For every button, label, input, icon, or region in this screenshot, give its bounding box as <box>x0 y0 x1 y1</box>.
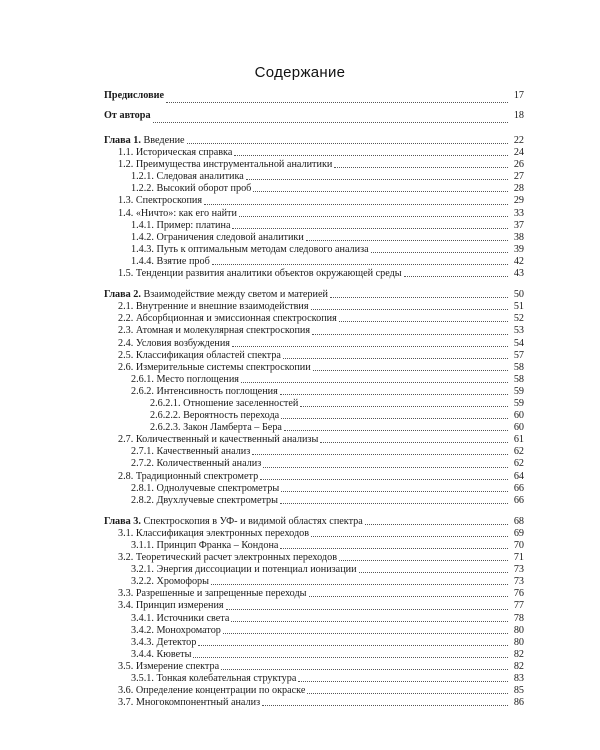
dot-leader <box>211 584 508 585</box>
toc-page-number: 57 <box>513 349 524 361</box>
toc-section-entry[interactable] <box>104 446 524 458</box>
dot-leader <box>262 705 508 706</box>
toc-page-number: 73 <box>513 576 524 588</box>
dot-leader <box>280 548 508 549</box>
toc-entry-label: 3.4.4. Кюветы <box>131 648 192 660</box>
toc-page-number: 42 <box>513 255 524 267</box>
toc-entry-label: 2.7.1. Качественный анализ <box>131 446 251 458</box>
toc-page-number: 28 <box>513 183 524 195</box>
toc-section-entry[interactable] <box>104 410 524 422</box>
toc-section-entry[interactable] <box>104 183 524 195</box>
toc-chapter-entry[interactable] <box>104 516 524 528</box>
toc-chapter-entry[interactable] <box>104 135 524 147</box>
toc-section-entry[interactable] <box>104 483 524 495</box>
dot-leader <box>298 681 508 682</box>
toc-page-number: 29 <box>513 195 524 207</box>
toc-entry-label: От автора <box>104 110 151 121</box>
dot-leader <box>198 645 508 646</box>
chapter-title: Спектроскопия в УФ- и видимой областях спектра <box>140 515 363 527</box>
toc-entry-label: 1.4. «Ничто»: как его найти <box>118 207 237 219</box>
toc-section-entry[interactable] <box>104 232 524 244</box>
toc-entry-label: 2.2. Абсорбционная и эмиссионная спектроскопия <box>118 313 337 325</box>
toc-entry-label: 3.1. Классификация электронных переходов <box>118 527 310 539</box>
toc-entry-label: 2.4. Условия возбуждения <box>118 337 230 349</box>
chapter-number: Глава 1. <box>104 135 141 146</box>
toc-page-number: 22 <box>513 135 524 146</box>
toc-entry-label: 3.4.1. Источники света <box>131 612 230 624</box>
toc-chapter-label <box>104 516 363 528</box>
dot-leader <box>153 122 508 123</box>
toc-section-entry[interactable] <box>104 673 524 685</box>
toc-page-number: 76 <box>513 588 524 600</box>
toc-section-entry[interactable] <box>104 495 524 507</box>
toc-section-entry[interactable] <box>104 195 524 207</box>
dot-leader <box>204 204 508 205</box>
toc-entry-label: 2.6.2. Интенсивность поглощения <box>131 385 278 397</box>
toc-section-entry[interactable] <box>104 471 524 483</box>
chapter-number: Глава 2. <box>104 289 141 301</box>
toc-page-number: 73 <box>513 564 524 576</box>
toc-entry-label: 1.2.1. Следовая аналитика <box>131 171 244 183</box>
dot-leader <box>193 657 508 658</box>
toc-entry-label: 3.2. Теоретический расчет электронных переходов <box>118 552 338 564</box>
dot-leader <box>307 693 508 694</box>
toc-section-entry[interactable] <box>104 386 524 398</box>
dot-leader <box>339 321 508 322</box>
toc-page-number: 61 <box>513 434 524 446</box>
toc-page-number: 86 <box>513 697 524 709</box>
dot-leader <box>334 167 508 168</box>
toc-section-entry[interactable] <box>104 649 524 661</box>
dot-leader <box>231 621 508 622</box>
toc-entry-label: 3.4.3. Детектор <box>131 636 197 648</box>
dot-leader <box>280 503 508 504</box>
toc-entry-label: 1.4.3. Путь к оптимальным методам следового анализа <box>131 243 369 255</box>
chapter-number: Глава 3. <box>104 515 141 527</box>
toc-page-number: 83 <box>513 673 524 685</box>
toc-page-number: 27 <box>513 171 524 183</box>
toc-page-number: 24 <box>513 147 524 159</box>
dot-leader <box>320 442 508 443</box>
toc-page-number: 54 <box>513 337 524 349</box>
toc-section-entry[interactable] <box>104 325 524 337</box>
dot-leader <box>309 596 509 597</box>
dot-leader <box>281 418 508 419</box>
toc-entry-label: 2.6.2.1. Отношение заселенностей <box>150 397 299 409</box>
toc-section-entry[interactable] <box>104 256 524 268</box>
dot-leader <box>260 479 508 480</box>
dot-leader <box>284 430 508 431</box>
toc-entry-label: 1.3. Спектроскопия <box>118 195 203 207</box>
dot-leader <box>263 467 508 468</box>
toc-entry-label: 2.3. Атомная и молекулярная спектроскопия <box>118 325 311 337</box>
dot-leader <box>404 276 508 277</box>
dot-leader <box>330 297 508 298</box>
dot-leader <box>232 228 508 229</box>
dot-leader <box>212 264 508 265</box>
toc-entry-label: 3.2.2. Хромофоры <box>131 576 209 588</box>
dot-leader <box>221 669 508 670</box>
toc-entry-label: 3.7. Многокомпонентный анализ <box>118 697 261 709</box>
toc-section-entry[interactable] <box>104 268 524 280</box>
toc-entry-label: 1.2.2. Высокий оборот проб <box>131 183 252 195</box>
dot-leader <box>232 346 508 347</box>
toc-page-number: 62 <box>513 458 524 470</box>
dot-leader <box>234 155 508 156</box>
page-title: Содержание <box>254 64 346 81</box>
toc-section-entry[interactable] <box>104 613 524 625</box>
toc-page-number: 43 <box>513 268 524 280</box>
dot-leader <box>253 191 508 192</box>
dot-leader <box>339 560 508 561</box>
dot-leader <box>371 252 508 253</box>
toc-page-number: 68 <box>513 515 524 527</box>
toc-section-entry[interactable] <box>104 208 524 220</box>
toc-entry-label: 3.5. Измерение спектра <box>118 660 220 672</box>
toc-page-number: 58 <box>513 373 524 385</box>
toc-page-number: 78 <box>513 612 524 624</box>
toc-section-entry[interactable] <box>104 661 524 673</box>
toc-entry-label: 3.5.1. Тонкая колебательная структура <box>131 673 297 685</box>
toc-entry-label: 2.8.2. Двухлучевые спектрометры <box>131 494 278 506</box>
toc-section-entry[interactable] <box>104 540 524 552</box>
toc-entry-label: 2.6. Измерительные системы спектроскопии <box>118 361 311 373</box>
toc-entry-label: 2.6.2.2. Вероятность перехода <box>150 410 280 422</box>
toc-section-entry[interactable] <box>104 171 524 183</box>
toc-section-entry[interactable] <box>104 588 524 600</box>
toc-section-entry[interactable] <box>104 685 524 697</box>
toc-entry-label: 1.1. Историческая справка <box>118 147 233 159</box>
dot-leader <box>313 370 508 371</box>
dot-leader <box>187 143 508 144</box>
dot-leader <box>241 382 508 383</box>
toc-page-number: 80 <box>513 636 524 648</box>
toc-page-number: 51 <box>513 301 524 313</box>
toc-page-number: 60 <box>513 422 524 434</box>
toc-entry-label: 1.4.4. Взятие проб <box>131 255 210 267</box>
toc-entry-label: 2.1. Внутренние и внешние взаимодействия <box>118 301 309 313</box>
toc-page-number: 37 <box>513 219 524 231</box>
toc-page-number: 58 <box>513 361 524 373</box>
toc-entry-label: 2.7. Количественный и качественный анализы <box>118 434 319 446</box>
toc-page-number: 64 <box>513 470 524 482</box>
toc-page-number: 66 <box>513 482 524 494</box>
toc-page-number: 66 <box>513 494 524 506</box>
toc-page-number: 69 <box>513 527 524 539</box>
toc-section-entry[interactable] <box>104 600 524 612</box>
toc-entry-label: 1.4.1. Пример: платина <box>131 219 231 231</box>
toc-page-number: 52 <box>513 313 524 325</box>
toc-page-number: 82 <box>513 648 524 660</box>
toc-entry-label: 1.4.2. Ограничения следовой аналитики <box>131 231 304 243</box>
dot-leader <box>311 309 508 310</box>
toc-page-number: 26 <box>513 159 524 171</box>
toc-page-number: 71 <box>513 552 524 564</box>
dot-leader <box>312 334 508 335</box>
toc-chapter-entry[interactable] <box>104 289 524 301</box>
toc-page-number: 60 <box>513 410 524 422</box>
dot-leader <box>311 536 508 537</box>
toc-chapter-label <box>104 289 328 301</box>
toc-section-entry[interactable] <box>104 362 524 374</box>
toc-section-entry[interactable] <box>104 147 524 159</box>
toc-entry-label: 3.4.2. Монохроматор <box>131 624 221 636</box>
toc-entry-label: 2.8.1. Однолучевые спектрометры <box>131 482 280 494</box>
toc-section-entry[interactable] <box>104 625 524 637</box>
toc-chapter-label <box>104 135 185 147</box>
toc-entry-label: 3.2.1. Энергия диссоциации и потенциал ионизации <box>131 564 357 576</box>
toc-page-number: 53 <box>513 325 524 337</box>
toc-entry-label: 1.5. Тенденции развития аналитики объектов окружающей среды <box>118 268 402 280</box>
toc-page-number: 59 <box>513 385 524 397</box>
toc-section-entry[interactable] <box>104 422 524 434</box>
toc-page-number: 50 <box>513 289 524 301</box>
toc-section-entry[interactable] <box>104 552 524 564</box>
toc-section-entry[interactable] <box>104 220 524 232</box>
toc-section-entry[interactable] <box>104 374 524 386</box>
dot-leader <box>365 524 508 525</box>
toc-section-entry[interactable] <box>104 576 524 588</box>
toc-entry-label: 1.2. Преимущества инструментальной аналитики <box>118 159 333 171</box>
toc-section-entry[interactable] <box>104 338 524 350</box>
toc-page-number: 85 <box>513 685 524 697</box>
chapter-title: Введение <box>140 135 185 146</box>
toc-section-entry[interactable] <box>104 528 524 540</box>
dot-leader <box>300 406 508 407</box>
dot-leader <box>166 102 508 103</box>
toc-entry-label: 3.6. Определение концентрации по окраске <box>118 685 306 697</box>
toc-page-number: 33 <box>513 207 524 219</box>
toc-page-number: 39 <box>513 243 524 255</box>
table-of-contents <box>104 86 524 709</box>
dot-leader <box>226 609 508 610</box>
dot-leader <box>252 454 508 455</box>
toc-page-number: 59 <box>513 397 524 409</box>
toc-section-entry[interactable] <box>104 350 524 362</box>
toc-entry-label: 3.4. Принцип измерения <box>118 600 224 612</box>
toc-section-entry[interactable] <box>104 637 524 649</box>
toc-front-entry[interactable] <box>104 106 524 126</box>
toc-section-entry[interactable] <box>104 697 524 709</box>
dot-leader <box>359 572 508 573</box>
toc-entry-label: 2.6.2.3. Закон Ламберта – Бера <box>150 422 282 434</box>
dot-leader <box>281 491 508 492</box>
dot-leader <box>283 358 508 359</box>
toc-page-number: 62 <box>513 446 524 458</box>
dot-leader <box>239 216 508 217</box>
toc-section-entry[interactable] <box>104 434 524 446</box>
toc-front-entry[interactable] <box>104 86 524 106</box>
toc-section-entry[interactable] <box>104 398 524 410</box>
toc-page-number: 77 <box>513 600 524 612</box>
toc-section-entry[interactable] <box>104 301 524 313</box>
toc-entry-label: 2.8. Традиционный спектрометр <box>118 470 259 482</box>
chapter-title: Взаимодействие между светом и материей <box>140 289 328 301</box>
toc-page-number: 70 <box>513 540 524 551</box>
dot-leader <box>280 394 508 395</box>
toc-page-number: 18 <box>513 110 524 121</box>
toc-entry-label: 3.1.1. Принцип Франка – Кондона <box>131 540 279 551</box>
dot-leader <box>246 179 508 180</box>
dot-leader <box>306 240 508 241</box>
toc-page-number: 38 <box>513 231 524 243</box>
toc-entry-label: 2.6.1. Место поглощения <box>131 373 239 385</box>
toc-page-number: 80 <box>513 624 524 636</box>
toc-section-entry[interactable] <box>104 564 524 576</box>
toc-section-entry[interactable] <box>104 458 524 470</box>
toc-entry-label: 2.5. Классификация областей спектра <box>118 349 281 361</box>
toc-entry-label: 2.7.2. Количественный анализ <box>131 458 262 470</box>
toc-entry-label: 3.3. Разрешенные и запрещенные переходы <box>118 588 307 600</box>
toc-page-number: 17 <box>513 90 524 101</box>
toc-entry-label: Предисловие <box>104 90 164 101</box>
toc-section-entry[interactable] <box>104 159 524 171</box>
toc-section-entry[interactable] <box>104 244 524 256</box>
dot-leader <box>223 633 508 634</box>
toc-section-entry[interactable] <box>104 313 524 325</box>
toc-page-number: 82 <box>513 660 524 672</box>
